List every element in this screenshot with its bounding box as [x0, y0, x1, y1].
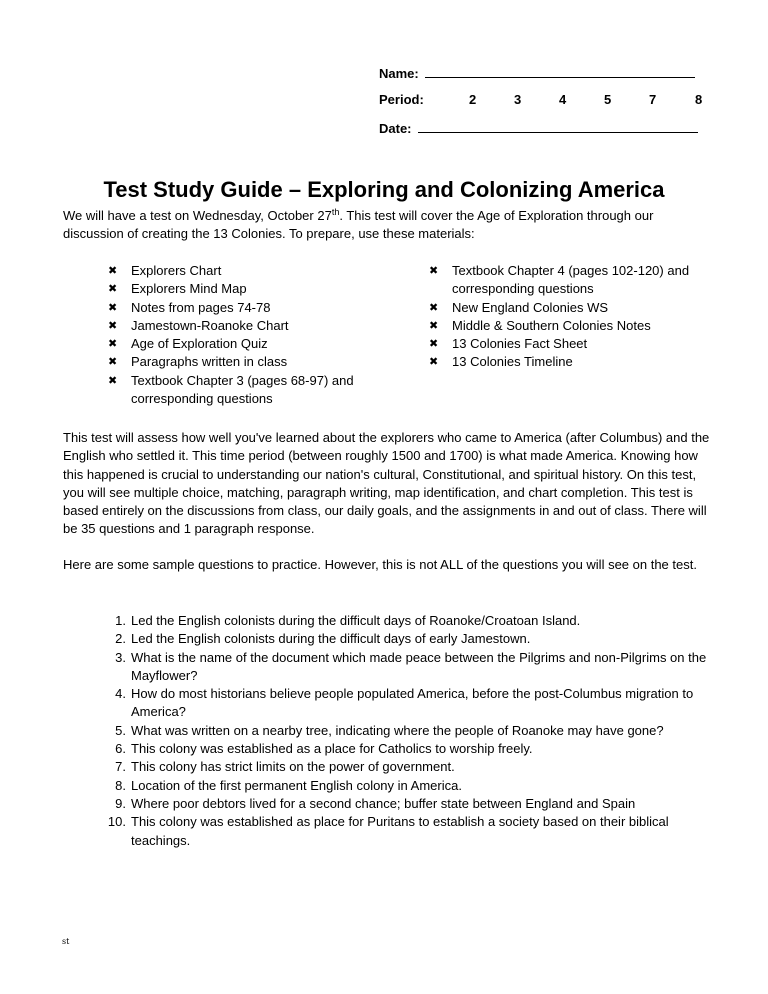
list-item	[108, 280, 378, 298]
materials-list-left	[108, 262, 378, 408]
x-bullet-icon: ✖	[108, 265, 118, 277]
list-item-text: 13 Colonies Timeline	[452, 354, 573, 370]
intro-superscript: th	[331, 207, 340, 217]
list-item	[429, 299, 719, 317]
list-item	[108, 372, 378, 409]
x-bullet-icon: ✖	[108, 283, 118, 296]
assessment-paragraph: This test will assess how well you've learned about the explorers who came to America (after Columbus) and the English who settled it. This time period (between roughly 1500 and 1700) is what made America. Knowing how this happened is crucial to understanding our nation's cultural, Constitutional, and spiritual history. On this test, you will see multiple choice, matching, paragraph writing, map identification, and chart completion. This test is based entirely on the discussions from class, our daily goals, and the assignments in and out of class. There will be 35 questions and 1 paragraph response.	[63, 430, 710, 537]
question-item	[106, 777, 716, 795]
question-number: 5.	[115, 722, 126, 738]
question-number: 3.	[115, 649, 126, 665]
x-bullet-icon: ✖	[429, 319, 439, 332]
question-number: 8.	[115, 777, 126, 793]
question-number: 10.	[107, 814, 126, 830]
x-bullet-icon: ✖	[429, 265, 439, 277]
question-item	[106, 685, 716, 722]
question-text: What was written on a nearby tree, indicating where the people of Roanoke may have gone?	[131, 722, 664, 738]
question-text: What is the name of the document which made peace between the Pilgrims and non-Pilgrims on the Mayflower?	[131, 649, 707, 683]
question-text: Led the English colonists during the difficult days of Roanoke/Croatoan Island.	[131, 613, 581, 628]
intro-paragraph	[63, 207, 713, 244]
intro-text-end: . This test will cover the Age of Exploration through our discussion of creating the 13 Colonies. To prepare, use these materials:	[63, 208, 654, 242]
date-blank[interactable]	[418, 120, 698, 133]
x-bullet-icon: ✖	[429, 301, 439, 314]
question-text: This colony has strict limits on the power of government.	[131, 759, 455, 775]
list-item-text: New England Colonies WS	[452, 299, 609, 315]
date-field[interactable]	[379, 120, 698, 136]
period-option[interactable]: 7	[649, 92, 657, 107]
date-label: Date:	[379, 121, 412, 136]
list-item-text: Notes from pages 74-78	[131, 299, 271, 315]
list-item-text: Explorers Mind Map	[131, 281, 247, 297]
list-item	[108, 317, 378, 335]
question-item	[106, 795, 716, 813]
sample-questions-list	[106, 612, 716, 850]
period-option[interactable]: 8	[695, 92, 703, 107]
list-item-text: Explorers Chart	[131, 263, 222, 278]
page-title: Test Study Guide – Exploring and Colonizing America	[103, 177, 665, 202]
question-number: 2.	[115, 631, 126, 647]
x-bullet-icon: ✖	[108, 374, 118, 387]
question-number: 6.	[115, 741, 126, 757]
list-item-text: Jamestown-Roanoke Chart	[131, 317, 289, 333]
x-bullet-icon: ✖	[108, 356, 118, 369]
question-item	[106, 612, 716, 630]
period-option[interactable]: 5	[604, 92, 612, 107]
question-text: Where poor debtors lived for a second chance; buffer state between England and Spain	[131, 795, 636, 811]
question-item	[106, 740, 716, 758]
list-item	[429, 262, 719, 299]
period-option[interactable]: 2	[469, 92, 477, 107]
period-option[interactable]: 4	[559, 92, 567, 107]
list-item	[108, 335, 378, 353]
period-option[interactable]: 3	[514, 92, 522, 107]
x-bullet-icon: ✖	[108, 301, 118, 314]
question-text: This colony was established as a place for Catholics to worship freely.	[131, 741, 533, 757]
question-text: This colony was established as place for Puritans to establish a society based on their biblical teachings.	[131, 814, 669, 848]
list-item	[429, 335, 719, 353]
list-item-text: Paragraphs written in class	[131, 354, 288, 370]
list-item-text: Textbook Chapter 4 (pages 102-120) and corresponding questions	[452, 263, 690, 297]
name-field[interactable]	[379, 65, 695, 81]
question-text: Location of the first permanent English colony in America.	[131, 777, 462, 793]
materials-list-right	[429, 262, 719, 372]
question-item	[106, 649, 716, 686]
question-number: 1.	[115, 613, 126, 628]
name-blank[interactable]	[425, 65, 695, 78]
list-item	[429, 353, 719, 371]
question-text: How do most historians believe people populated America, before the post-Columbus migration to America?	[131, 686, 694, 720]
footer-mark: st	[62, 937, 70, 946]
question-text: Led the English colonists during the difficult days of early Jamestown.	[131, 631, 531, 647]
list-item	[108, 262, 378, 280]
x-bullet-icon: ✖	[429, 338, 439, 351]
question-item	[106, 630, 716, 648]
question-number: 7.	[115, 759, 126, 775]
question-item	[106, 722, 716, 740]
question-item	[106, 813, 716, 850]
question-number: 4.	[115, 686, 126, 702]
list-item	[108, 299, 378, 317]
name-label: Name:	[379, 66, 419, 81]
intro-text-start: We will have a test on Wednesday, October 27	[63, 208, 332, 223]
list-item	[429, 317, 719, 335]
x-bullet-icon: ✖	[108, 319, 118, 332]
list-item-text: Age of Exploration Quiz	[131, 336, 268, 352]
question-number: 9.	[115, 795, 126, 811]
sample-questions-intro: Here are some sample questions to practice. However, this is not ALL of the questions you will see on the test.	[63, 557, 697, 572]
list-item-text: Middle & Southern Colonies Notes	[452, 317, 651, 333]
period-field	[379, 92, 719, 110]
x-bullet-icon: ✖	[429, 356, 439, 369]
list-item-text: Textbook Chapter 3 (pages 68-97) and corresponding questions	[131, 372, 354, 407]
question-item	[106, 758, 716, 776]
period-label: Period:	[379, 92, 424, 107]
x-bullet-icon: ✖	[108, 338, 118, 351]
list-item	[108, 353, 378, 371]
list-item-text: 13 Colonies Fact Sheet	[452, 336, 588, 352]
